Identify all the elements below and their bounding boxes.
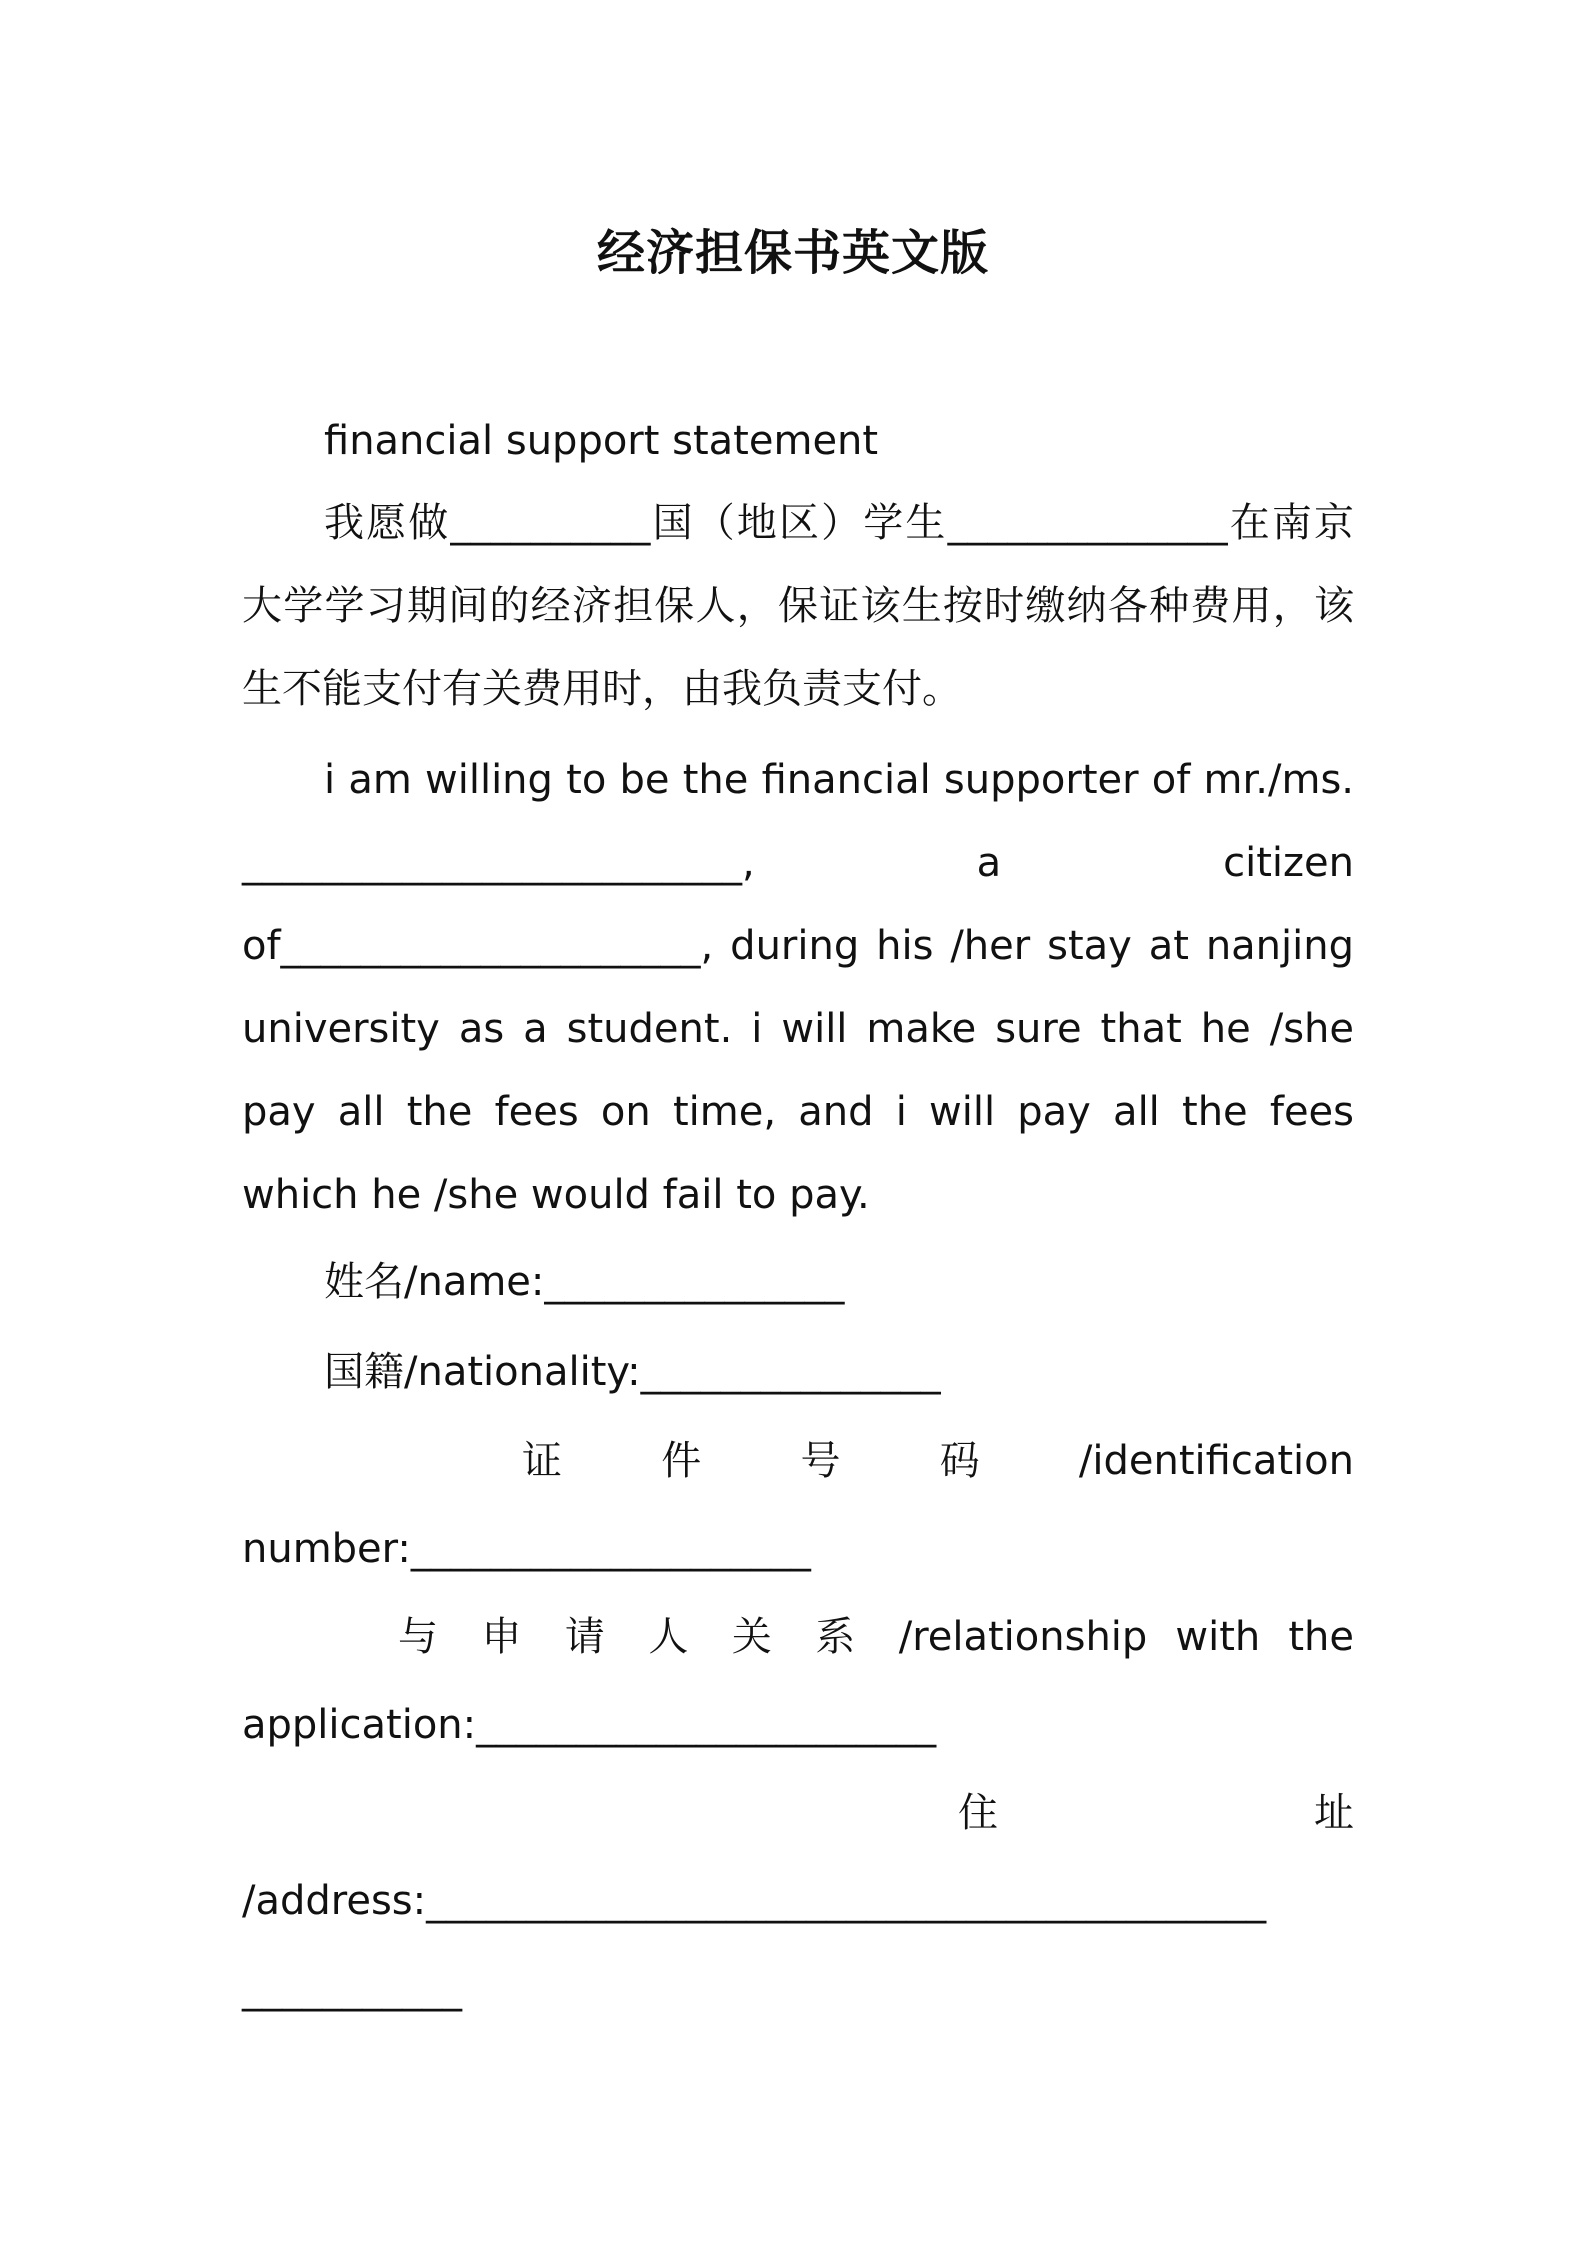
address-label: 住 址 [958,1790,1354,1836]
english-guarantee-paragraph: i am willing to be the financial supporter of mr./ms. _________________________, a citizen of_____________________, during his /her stay at nanjing university as a student. i will make sure that he /she pay all the fees on time, and i will pay all the fees which he /she would fail to pay. [242,757,1354,1218]
identification-blank: number:____________________ [242,1526,811,1572]
identification-label: 证 件 号 码 /identification [522,1438,1354,1484]
relationship-blank: application:_______________________ [242,1702,937,1748]
address-blank-continued: ___________ [242,1966,462,2012]
relationship-field [242,1593,1354,1769]
document-body [242,400,1354,2033]
relationship-label: 与 申 请 人 关 系 /relationship with the [398,1614,1354,1660]
address-blank: /address:__________________________________________ [242,1878,1267,1924]
name-field: 姓名/name:_______________ [324,1259,845,1305]
document-title: 经济担保书英文版 [596,225,989,281]
identification-field [242,1417,1354,1593]
chinese-guarantee-paragraph: 我愿做__________国（地区）学生______________在南京大学学习期间的经济担保人，保证该生按时缴纳各种费用，该生不能支付有关费用时，由我负责支付。 [242,500,1354,712]
statement-heading: financial support statement [324,418,879,464]
address-field [242,1769,1354,2033]
nationality-field: 国籍/nationality:_______________ [324,1349,941,1395]
